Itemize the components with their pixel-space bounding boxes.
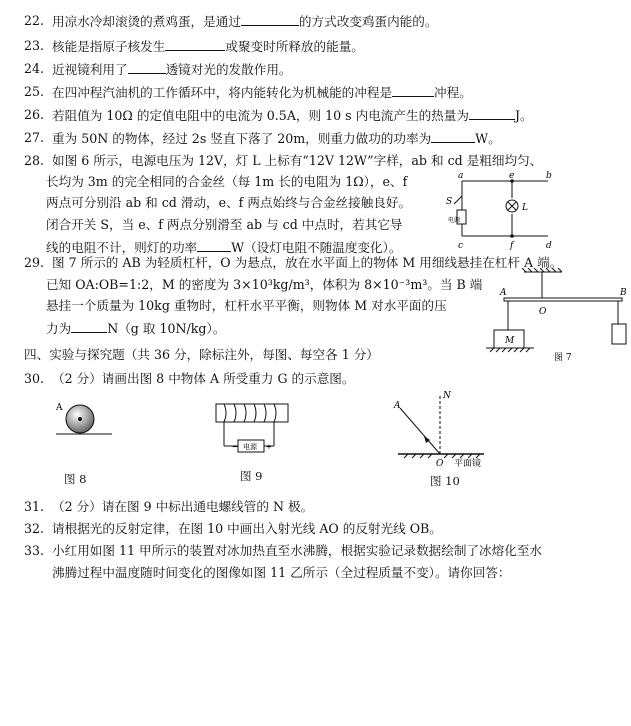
- question-number: 26.: [24, 107, 45, 122]
- question-number: 30.: [24, 371, 45, 386]
- question-text: 重为 50N 的物体，经过 2s 竖直下落了 20m，则重力做功的功率为: [52, 131, 432, 146]
- ball-center: [78, 417, 82, 421]
- question-number: 33.: [24, 543, 45, 558]
- question-number: 28.: [24, 153, 45, 168]
- question-text: 核能是指原子核发生: [52, 39, 166, 54]
- answer-blank[interactable]: [128, 60, 166, 74]
- question-text: 小红用如图 11 甲所示的装置对冰加热直至水沸腾，根据实验记录数据绘制了冰熔化至水: [52, 543, 543, 558]
- hatch: [528, 268, 532, 272]
- figure-10-mirror: [388, 388, 504, 470]
- label-a: A: [394, 401, 401, 411]
- question-text-tail: N（g 取 10N/kg）。: [107, 321, 226, 336]
- question-text: 悬挂一个质量为 10kg 重物时，杠杆水平平衡，则物体 M 对水平面的压: [46, 298, 447, 313]
- lever-bar: [504, 298, 622, 301]
- question-number: 24.: [24, 61, 45, 76]
- question-text: 力为: [46, 321, 72, 336]
- answer-blank[interactable]: [431, 129, 475, 143]
- hatch: [496, 348, 500, 352]
- question-text: 若阻值为 10Ω 的定值电阻中的电流为 0.5A，则 10 s 内电流产生的热量为: [52, 108, 469, 123]
- question-number: 31.: [24, 499, 45, 514]
- question-text-tail: W（设灯电阻不随温度变化）。: [231, 240, 402, 255]
- label-n: N: [443, 391, 451, 401]
- figure-8-caption: 图 8: [64, 472, 87, 486]
- question-number: 32.: [24, 521, 45, 536]
- question-text: 请根据光的反射定律，在图 10 中画出入射光线 AO 的反射光线 OB。: [52, 521, 442, 536]
- question-text-tail: W。: [475, 131, 501, 146]
- answer-blank[interactable]: [71, 319, 107, 333]
- question-text: 两点可分别沿 ab 和 cd 滑动，e、f 两点始终与合金丝接触良好。: [46, 195, 412, 210]
- label-a: A: [500, 288, 507, 298]
- answer-blank[interactable]: [392, 83, 434, 97]
- question-text: 闭合开关 S，当 e、f 两点分别滑至 ab 与 cd 中点时，若其它导: [46, 217, 403, 232]
- question-number: 22.: [24, 13, 45, 28]
- hatch: [540, 268, 544, 272]
- figure-10-caption: 图 10: [430, 474, 460, 488]
- label-plane-mirror: 平面镜: [454, 459, 482, 469]
- switch-icon: [454, 196, 462, 204]
- label-f: f: [510, 241, 514, 251]
- hatch: [546, 268, 550, 272]
- question-text: 如图 6 所示，电源电压为 12V，灯 L 上标有“12V 12W”字样，ab 和 cd 是粗细均匀、: [52, 153, 543, 168]
- label-power-source: 电源: [448, 217, 461, 224]
- question-text: 近视镜利用了: [52, 62, 128, 77]
- label-b: B: [620, 288, 627, 298]
- hatch: [534, 268, 538, 272]
- label-e: e: [509, 171, 515, 181]
- question-number: 25.: [24, 84, 45, 99]
- figure-6-circuit: [440, 170, 570, 252]
- hatch: [508, 348, 512, 352]
- label-b: b: [546, 171, 552, 181]
- section-4-heading: 四、实验与探究题（共 36 分，除标注外，每图、每空各 1 分）: [24, 347, 379, 362]
- label-l: L: [522, 203, 528, 213]
- figure-9-solenoid: [210, 400, 294, 458]
- hatch: [502, 348, 506, 352]
- label-a: A: [56, 403, 63, 413]
- label-s: S: [446, 197, 453, 207]
- hatch: [520, 348, 524, 352]
- question-text-tail: J。: [514, 108, 533, 123]
- question-text: 图 7 所示的 AB 为轻质杠杆，O 为悬点，放在水平面上的物体 M 用细线悬挂在杠杆 A 端。: [52, 255, 563, 270]
- question-text: 线的电阻不计，则灯的功率: [46, 240, 198, 255]
- hatch: [552, 268, 556, 272]
- question-text: 用凉水冷却滚烫的煮鸡蛋，是通过: [52, 14, 241, 29]
- plus-sign: +: [266, 443, 272, 451]
- hatch: [514, 348, 518, 352]
- question-number: 23.: [24, 38, 45, 53]
- point-f: [510, 234, 514, 238]
- figure-7-caption: 图 7: [554, 353, 572, 363]
- incident-ray: [400, 408, 440, 454]
- figure-9-caption: 图 9: [240, 469, 263, 483]
- answer-blank[interactable]: [469, 106, 515, 120]
- hatch: [558, 268, 562, 272]
- hatch: [490, 348, 494, 352]
- question-text-tail: 冲程。: [434, 85, 472, 100]
- question-text-tail: 或聚变时所释放的能量。: [225, 39, 364, 54]
- label-c: c: [458, 241, 464, 251]
- question-text: 沸腾过程中温度随时间变化的图像如图 11 乙所示（全过程质量不变）。请你回答：: [52, 565, 511, 580]
- label-a: a: [458, 171, 464, 181]
- question-number: 27.: [24, 130, 45, 145]
- label-o: O: [436, 459, 444, 469]
- question-text: 已知 OA:OB=1:2，M 的密度为 3×10³kg/m³，体积为 8×10⁻³m³。当 B 端: [46, 277, 483, 292]
- question-text: 长均为 3m 的完全相同的合金丝（每 1m 长的电阻为 1Ω），e、f: [46, 174, 408, 189]
- figure-7-lever: [486, 268, 631, 364]
- figure-8-ball: [50, 398, 116, 442]
- answer-blank[interactable]: [165, 37, 225, 51]
- question-text-tail: 的方式改变鸡蛋内能的。: [298, 14, 438, 29]
- answer-blank[interactable]: [241, 12, 299, 26]
- hatch: [526, 348, 530, 352]
- question-text: （2 分）请画出图 8 中物体 A 所受重力 G 的示意图。: [52, 371, 355, 386]
- label-m: M: [505, 336, 515, 346]
- question-text: 在四冲程汽油机的工作循环中，将内能转化为机械能的冲程是: [52, 85, 393, 100]
- question-text: （2 分）请在图 9 中标出通电螺线管的 N 极。: [52, 499, 314, 514]
- label-o: O: [539, 307, 547, 317]
- question-text-tail: 透镜对光的发散作用。: [165, 62, 292, 77]
- minus-sign: −: [232, 443, 238, 451]
- answer-blank[interactable]: [197, 238, 231, 252]
- label-d: d: [546, 241, 552, 251]
- label-power-source: 电源: [243, 443, 257, 451]
- question-number: 29.: [24, 255, 45, 270]
- solenoid-core: [216, 404, 288, 422]
- weight-b: [612, 324, 626, 344]
- hatch: [522, 268, 526, 272]
